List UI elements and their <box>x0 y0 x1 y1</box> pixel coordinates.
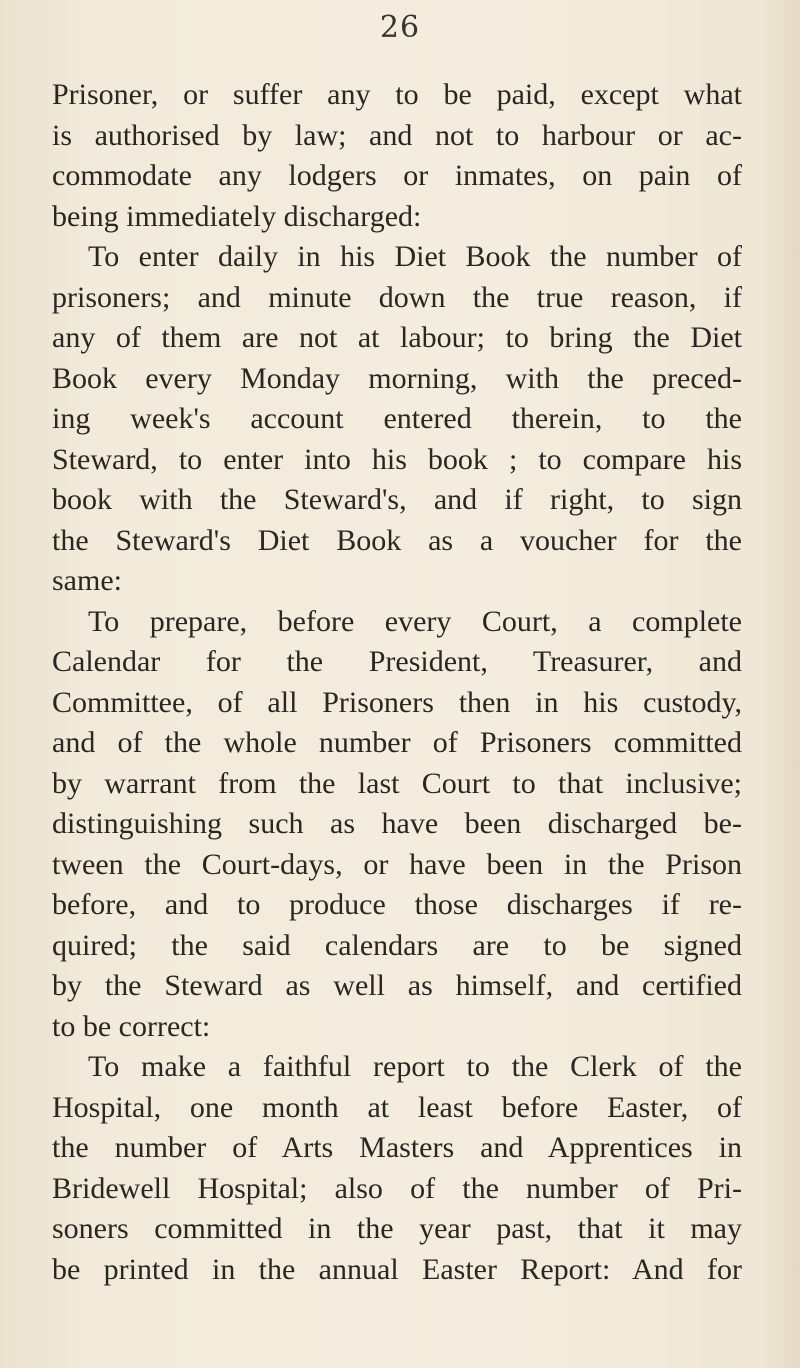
text-line: To prepare, before every Court, a complete <box>88 604 742 638</box>
text-line: Calendar for the President, Treasurer, and <box>52 645 742 678</box>
text-line: Prisoner, or suffer any to be paid, except what <box>52 78 742 111</box>
text-line: ing week's account entered therein, to the <box>52 402 742 435</box>
text-line: by the Steward as well as himself, and certified <box>52 969 742 1002</box>
text-line: be printed in the annual Easter Report: And for <box>52 1252 742 1286</box>
text-line: soners committed in the year past, that it may <box>52 1212 742 1245</box>
text-line: and of the whole number of Prisoners committed <box>52 726 742 759</box>
text-line: Hospital, one month at least before Easter, of <box>52 1090 742 1124</box>
text-line: the number of Arts Masters and Apprentices in <box>52 1131 742 1164</box>
text-line: distinguishing such as have been discharged be- <box>52 807 742 840</box>
text-line: prisoners; and minute down the true reason, if <box>52 280 742 314</box>
text-line: is authorised by law; and not to harbour or ac- <box>52 118 742 152</box>
text-line: to be correct: <box>52 1009 211 1043</box>
text-line: book with the Steward's, and if right, to sign <box>52 483 742 516</box>
text-line: quired; the said calendars are to be signed <box>52 928 742 962</box>
text-line: being immediately discharged: <box>52 199 422 233</box>
text-line: any of them are not at labour; to bring the Diet <box>52 321 742 354</box>
text-line: Committee, of all Prisoners then in his custody, <box>52 685 742 719</box>
text-line: same: <box>52 564 122 597</box>
text-line: Steward, to enter into his book ; to compare his <box>52 442 742 476</box>
text-line: tween the Court-days, or have been in the Prison <box>52 847 742 881</box>
page-number: 26 <box>379 10 421 45</box>
text-line: the Steward's Diet Book as a voucher for the <box>52 523 742 557</box>
body-text <box>52 75 742 1290</box>
text-line: To make a faithful report to the Clerk of the <box>88 1050 742 1083</box>
text-line: commodate any lodgers or inmates, on pain of <box>52 159 742 192</box>
text-line: by warrant from the last Court to that inclusive; <box>52 766 742 800</box>
text-line: Bridewell Hospital; also of the number of Pri- <box>52 1171 742 1205</box>
text-line: To enter daily in his Diet Book the number of <box>88 240 742 273</box>
text-line: Book every Monday morning, with the preced- <box>52 361 742 395</box>
page-edge-shadow <box>760 0 800 1368</box>
text-line: before, and to produce those discharges if re- <box>52 888 742 921</box>
